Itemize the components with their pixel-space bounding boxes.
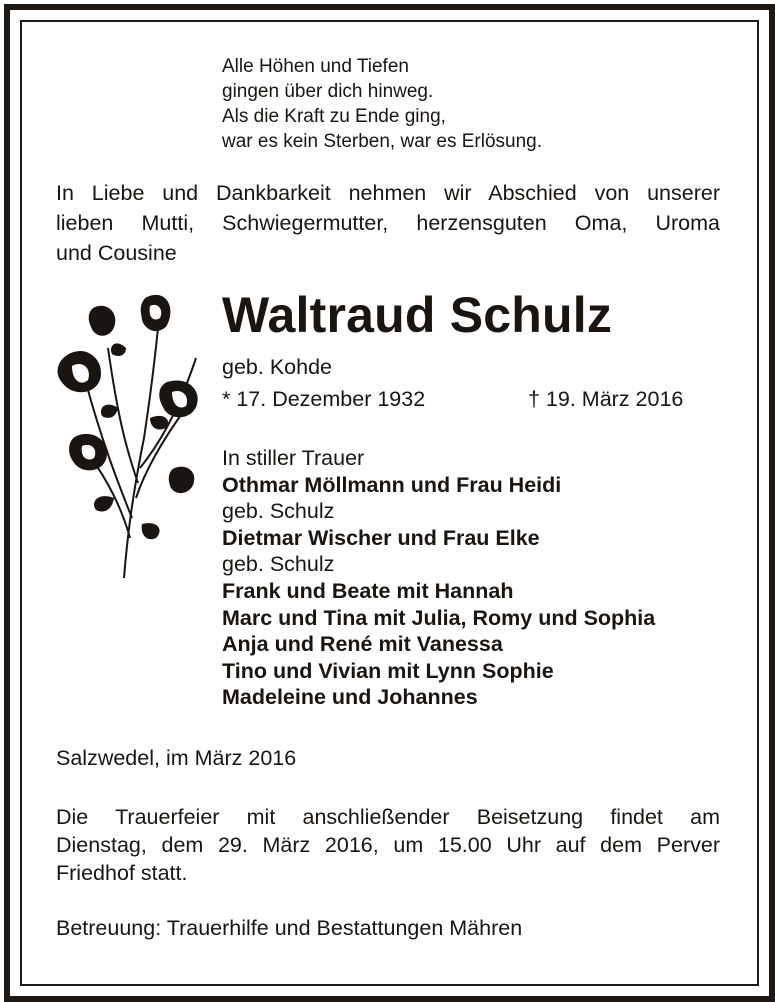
funeral-line: Dienstag, dem 29. März 2016, um 15.00 Uhr auf dem Perver [56, 833, 720, 857]
intro-line: und Cousine [56, 241, 177, 265]
birth-name: geb. Kohde [222, 355, 332, 379]
poem-line: Alle Höhen und Tiefen [222, 56, 409, 77]
intro-text [56, 178, 720, 268]
mourner-row: Frank und Beate mit Hannah [222, 578, 514, 603]
mourner-row: geb. Schulz [222, 499, 335, 524]
intro-line: In Liebe und Dankbarkeit nehmen wir Abschied von unserer [56, 181, 720, 205]
mourner-row: Tino und Vivian mit Lynn Sophie [222, 658, 554, 683]
intro-line: lieben Mutti, Schwiegermutter, herzensguten Oma, Uroma [56, 211, 720, 235]
mourner-row: Dietmar Wischer und Frau Elke [222, 525, 540, 550]
mourner-row: geb. Schulz [222, 552, 335, 577]
poem-line: gingen über dich hinweg. [222, 81, 434, 102]
poem-line: Als die Kraft zu Ende ging, [222, 106, 446, 127]
rose-bouquet-icon [46, 288, 206, 588]
mourner-row: Madeleine und Johannes [222, 685, 478, 710]
funeral-info [56, 803, 720, 887]
mourner-row: Othmar Möllmann und Frau Heidi [222, 472, 562, 497]
mourner-row: In stiller Trauer [222, 446, 365, 470]
death-date: † 19. März 2016 [528, 387, 684, 411]
mourner-row: Marc und Tina mit Julia, Romy und Sophia [222, 605, 656, 630]
place-and-date: Salzwedel, im März 2016 [56, 746, 297, 770]
funeral-line: Friedhof statt. [56, 861, 188, 885]
memorial-poem [222, 54, 542, 154]
poem-line: war es kein Sterben, war es Erlösung. [222, 131, 542, 152]
mourners-list [222, 445, 655, 711]
birth-date: * 17. Dezember 1932 [222, 387, 426, 411]
deceased-name: Waltraud Schulz [222, 287, 613, 343]
mourner-row: Anja und René mit Vanessa [222, 632, 503, 657]
funeral-line: Die Trauerfeier mit anschließender Beisetzung findet am [56, 805, 720, 829]
funeral-home-note: Betreuung: Trauerhilfe und Bestattungen Mähren [56, 916, 523, 940]
